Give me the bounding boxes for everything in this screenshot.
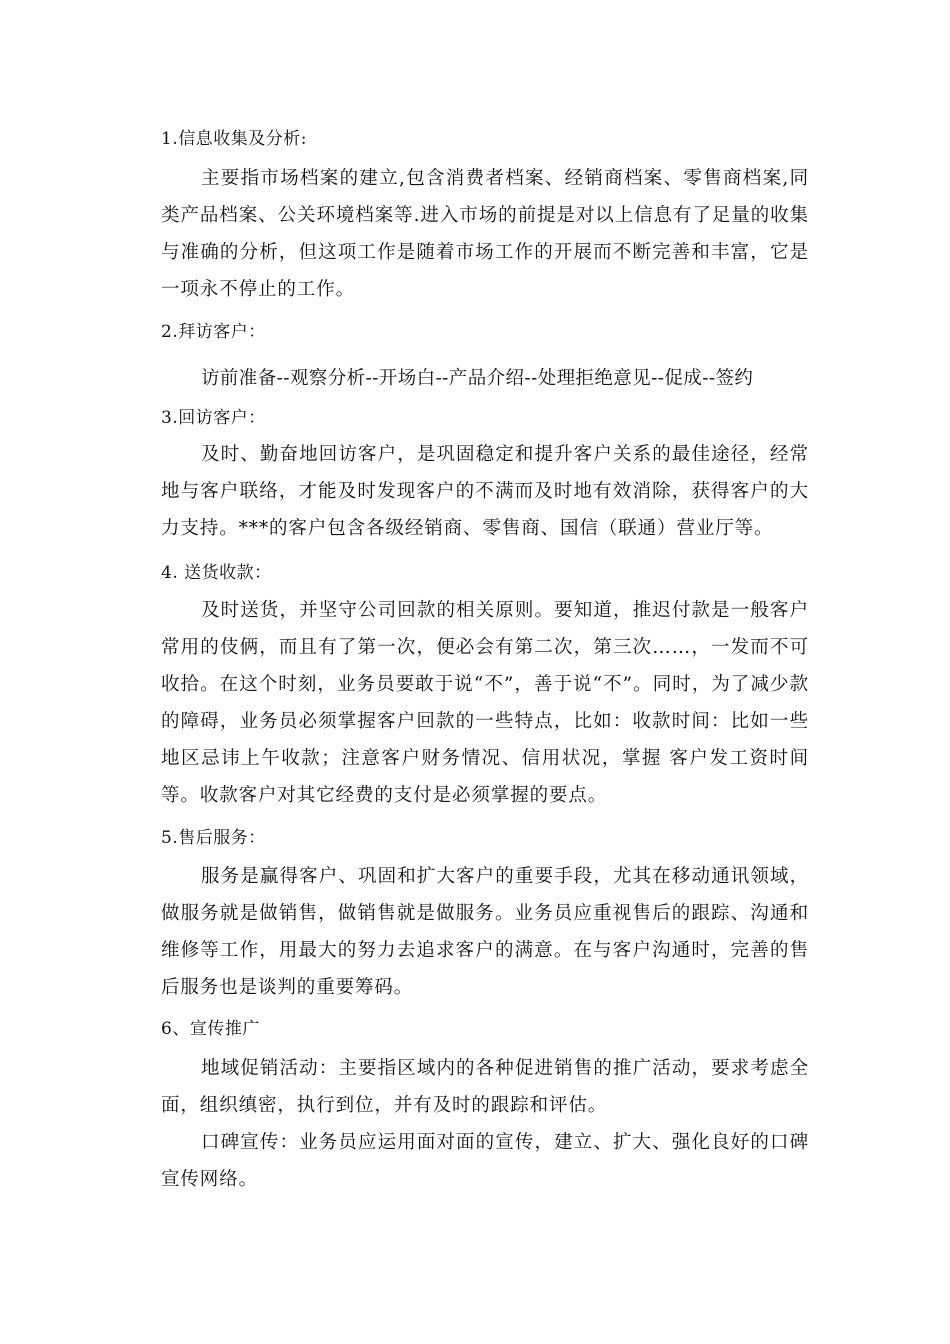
visit-process-flow: 访前准备--观察分析--开场白--产品介绍--处理拒绝意见--促成--签约 — [201, 368, 754, 389]
section-heading-promotion: 6、宣传推广 — [161, 1019, 260, 1039]
paragraph-after-sales: 服务是赢得客户、巩固和扩大客户的重要手段，尤其在移动通讯领域，做服务就是做销售，做销售就是做服务。业务员应重视售后的跟踪、沟通和维修等工作，用最大的努力去追求客户的满意。在与客户沟通时，完善的售后服务也是谈判的重要筹码。 — [161, 866, 809, 998]
section-heading-info-collection: 1.信息收集及分析: — [161, 129, 307, 149]
paragraph-revisit-customer: 及时、勤奋地回访客户，是巩固稳定和提升客户关系的最佳途径，经常地与客户联络，才能及时发现客户的不满而及时地有效消除，获得客户的大力支持。***的客户包含各级经销商、零售商、国信（联通）营业厅等。 — [161, 444, 809, 539]
section-heading-after-sales: 5.售后服务： — [161, 828, 266, 848]
paragraph-word-of-mouth: 口碑宣传：业务员应运用面对面的宣传，建立、扩大、强化良好的口碑宣传网络。 — [161, 1132, 809, 1190]
section-heading-visit-customer: 2.拜访客户： — [161, 322, 266, 342]
section-heading-revisit-customer: 3.回访客户： — [161, 408, 266, 428]
section-heading-delivery-collection: 4. 送货收款： — [161, 563, 272, 583]
paragraph-delivery-collection: 及时送货，并坚守公司回款的相关原则。要知道，推迟付款是一般客户常用的伎俩，而且有了第一次，便必会有第二次，第三次……，一发而不可收拾。在这个时刻，业务员要敢于说“不”，善于说“不”。同时，为了减少款的障碍，业务员必须掌握客户回款的一些特点，比如：收款时间：比如一些地区忌讳上午收款；注意客户财务情况、信用状况，掌握 客户发工资时间等。收款客户对其它经费的支付是必须掌握的要点。 — [161, 600, 809, 806]
paragraph-regional-promotion: 地域促销活动：主要指区域内的各种促进销售的推广活动，要求考虑全面，组织缜密，执行到位，并有及时的跟踪和评估。 — [161, 1058, 809, 1116]
paragraph-info-collection: 主要指市场档案的建立,包含消费者档案、经销商档案、零售商档案,同类产品档案、公关环境档案等.进入市场的前提是对以上信息有了足量的收集与准确的分析，但这项工作是随着市场工作的开展而不断完善和丰富，它是一项永不停止的工作。 — [161, 168, 809, 300]
